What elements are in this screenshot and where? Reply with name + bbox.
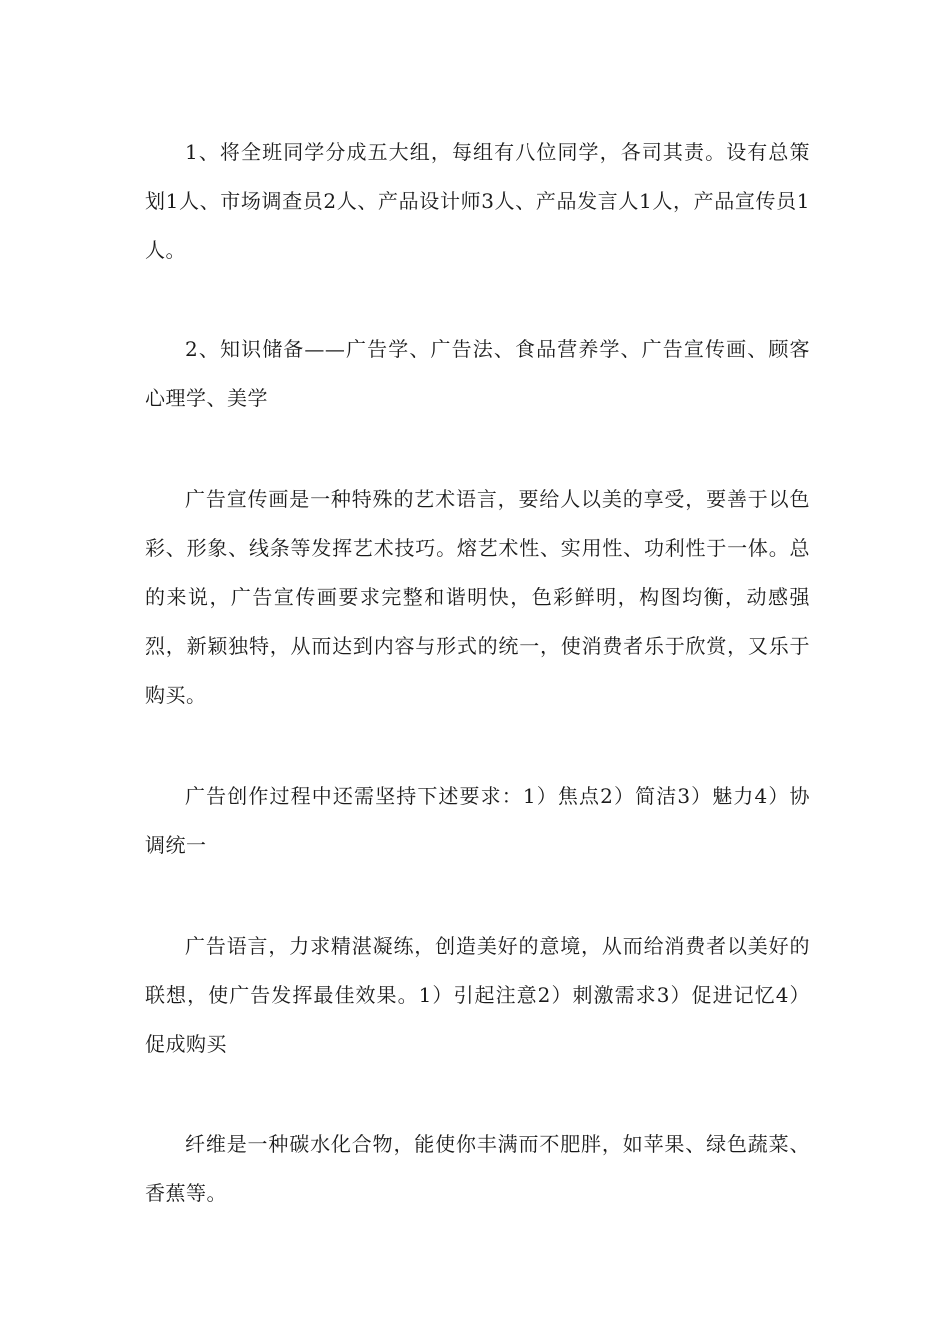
paragraph-fiber: 纤维是一种碳水化合物，能使你丰满而不肥胖，如苹果、绿色蔬菜、香蕉等。 [145,1132,810,1205]
paragraph-poster-art: 广告宣传画是一种特殊的艺术语言，要给人以美的享受，要善于以色彩、形象、线条等发挥艺术技巧。熔艺术性、实用性、功利性于一体。总的来说，广告宣传画要求完整和谐明快，色彩鲜明，构图均衡，动感强烈，新颖独特，从而达到内容与形式的统一，使消费者乐于欣赏，又乐于购买。 [145,487,810,707]
paragraph-knowledge-reserve: 2、知识储备——广告学、广告法、食品营养学、广告宣传画、顾客心理学、美学 [145,337,810,410]
paragraph-group-roles: 1、将全班同学分成五大组，每组有八位同学，各司其责。设有总策划1人、市场调查员2人、产品设计师3人、产品发言人1人，产品宣传员1人。 [145,140,810,262]
paragraph-creation-requirements: 广告创作过程中还需坚持下述要求：1）焦点2）简洁3）魅力4）协调统一 [145,784,810,857]
paragraph-ad-language: 广告语言，力求精湛凝练，创造美好的意境，从而给消费者以美好的联想，使广告发挥最佳效果。1）引起注意2）刺激需求3）促进记忆4）促成购买 [145,934,810,1056]
